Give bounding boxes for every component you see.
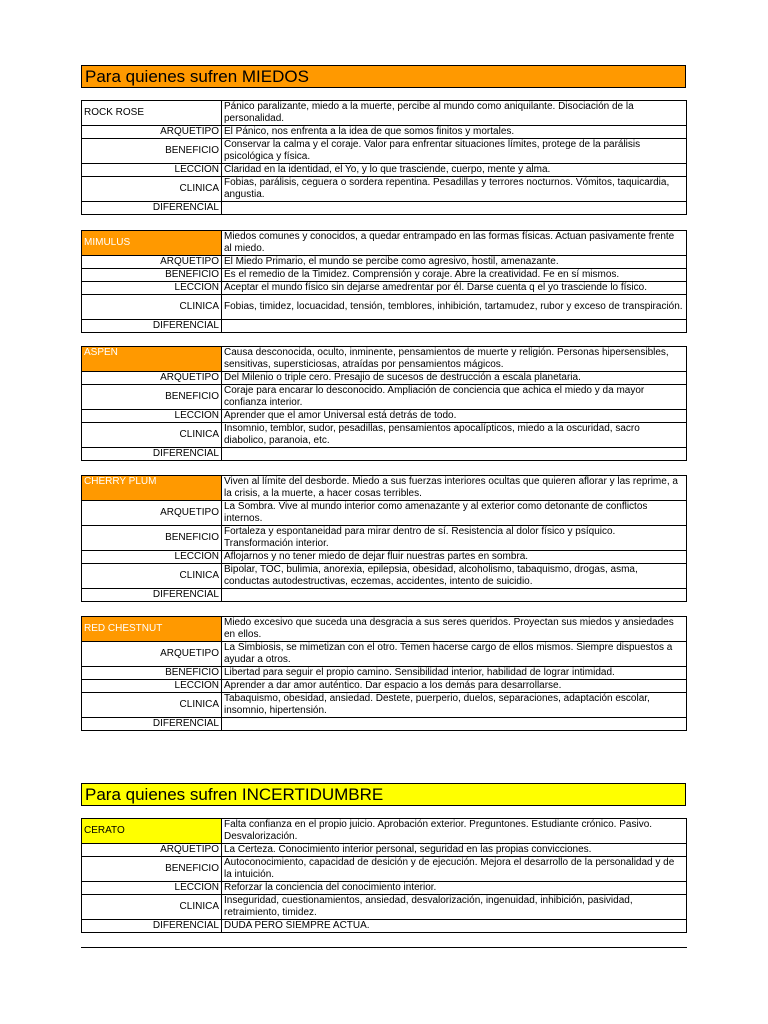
remedy-table-red-chestnut bbox=[81, 616, 687, 731]
label-arquetipo: ARQUETIPO bbox=[82, 844, 222, 857]
value-beneficio: Libertad para seguir el propio camino. Sensibilidad interior, habilidad de lograr intimidad. bbox=[222, 667, 687, 680]
label-clinica: CLINICA bbox=[82, 423, 222, 448]
value-arquetipo: El Pánico, nos enfrenta a la idea de que somos finitos y mortales. bbox=[222, 126, 687, 139]
value-arquetipo: Del Milenio o triple cero. Presajio de sucesos de destrucción a escala planetaria. bbox=[222, 372, 687, 385]
remedy-description: Pánico paralizante, miedo a la muerte, percibe al mundo como aniquilante. Disociación de la personalidad. bbox=[222, 101, 687, 126]
value-leccion: Reforzar la conciencia del conocimiento interior. bbox=[222, 882, 687, 895]
value-diferencial: DUDA PERO SIEMPRE ACTUA. bbox=[222, 920, 687, 933]
label-diferencial: DIFERENCIAL bbox=[82, 202, 222, 215]
value-leccion: Aflojarnos y no tener miedo de dejar fluir nuestras partes en sombra. bbox=[222, 551, 687, 564]
value-arquetipo: La Certeza. Conocimiento interior personal, seguridad en las propias convicciones. bbox=[222, 844, 687, 857]
value-clinica: Insomnio, temblor, sudor, pesadillas, pensamientos apocalípticos, miedo a la oscuridad, sacro diabolico, paranoia, etc. bbox=[222, 423, 687, 448]
label-beneficio: BENEFICIO bbox=[82, 667, 222, 680]
page-divider bbox=[81, 947, 687, 948]
label-beneficio: BENEFICIO bbox=[82, 385, 222, 410]
remedy-description: Causa desconocida, oculto, inminente, pensamientos de muerte y religión. Personas hipersensibles, sensitivas, supersticiosas, atraídas por pensamientos mágicos. bbox=[222, 347, 687, 372]
value-beneficio: Coraje para encarar lo desconocido. Ampliación de conciencia que achica el miedo y da mayor confianza interior. bbox=[222, 385, 687, 410]
label-clinica: CLINICA bbox=[82, 895, 222, 920]
remedy-table-mimulus bbox=[81, 230, 687, 333]
value-diferencial bbox=[222, 320, 687, 333]
value-clinica: Tabaquismo, obesidad, ansiedad. Destete, puerperio, duelos, separaciones, adaptación escolar, insomnio, hipertensión. bbox=[222, 693, 687, 718]
remedy-name: RED CHESTNUT bbox=[82, 617, 222, 642]
remedy-name: MIMULUS bbox=[82, 231, 222, 256]
value-beneficio: Es el remedio de la Timidez. Comprensión y coraje. Abre la creatividad. Fe en sí mismos. bbox=[222, 269, 687, 282]
value-leccion: Aceptar el mundo físico sin dejarse amedrentar por él. Darse cuenta q el yo trasciende lo físico. bbox=[222, 282, 687, 295]
label-arquetipo: ARQUETIPO bbox=[82, 642, 222, 667]
value-clinica: Inseguridad, cuestionamientos, ansiedad, desvalorización, ingenuidad, inhibición, pasividad, retraimiento, timidez. bbox=[222, 895, 687, 920]
remedy-description: Falta confianza en el propio juicio. Aprobación exterior. Preguntones. Estudiante crónico. Pasivo. Desvalorización. bbox=[222, 819, 687, 844]
label-diferencial: DIFERENCIAL bbox=[82, 320, 222, 333]
label-leccion: LECCION bbox=[82, 410, 222, 423]
label-clinica: CLINICA bbox=[82, 295, 222, 320]
remedy-description: Viven al límite del desborde. Miedo a sus fuerzas interiores ocultas que quieren aflorar y las reprime, a la crisis, a la muerte, a hacer cosas terribles. bbox=[222, 476, 687, 501]
remedy-name: CHERRY PLUM bbox=[82, 476, 222, 501]
remedy-name: ROCK ROSE bbox=[82, 101, 222, 126]
remedy-table-cherry-plum bbox=[81, 475, 687, 602]
value-diferencial bbox=[222, 718, 687, 731]
section-title-incertidumbre: Para quienes sufren INCERTIDUMBRE bbox=[81, 783, 686, 806]
label-arquetipo: ARQUETIPO bbox=[82, 501, 222, 526]
value-diferencial bbox=[222, 589, 687, 602]
remedy-table-cerato bbox=[81, 818, 687, 933]
value-arquetipo: El Miedo Primario, el mundo se percibe como agresivo, hostil, amenazante. bbox=[222, 256, 687, 269]
value-diferencial bbox=[222, 448, 687, 461]
remedy-description: Miedos comunes y conocidos, a quedar entrampado en las formas físicas. Actuan pasivamente frente al miedo. bbox=[222, 231, 687, 256]
value-beneficio: Fortaleza y espontaneidad para mirar dentro de sí. Resistencia al dolor físico y psíquico. Transformación interior. bbox=[222, 526, 687, 551]
value-arquetipo: La Sombra. Vive al mundo interior como amenazante y al exterior como detonante de conflictos internos. bbox=[222, 501, 687, 526]
remedy-name: ASPEN bbox=[82, 347, 222, 372]
label-beneficio: BENEFICIO bbox=[82, 526, 222, 551]
value-leccion: Aprender a dar amor auténtico. Dar espacio a los demás para desarrollarse. bbox=[222, 680, 687, 693]
value-beneficio: Conservar la calma y el coraje. Valor para enfrentar situaciones límites, protege de la parálisis psicológica y física. bbox=[222, 139, 687, 164]
label-diferencial: DIFERENCIAL bbox=[82, 448, 222, 461]
remedy-table-aspen bbox=[81, 346, 687, 461]
label-clinica: CLINICA bbox=[82, 693, 222, 718]
label-beneficio: BENEFICIO bbox=[82, 139, 222, 164]
label-leccion: LECCION bbox=[82, 551, 222, 564]
value-diferencial bbox=[222, 202, 687, 215]
label-beneficio: BENEFICIO bbox=[82, 269, 222, 282]
label-clinica: CLINICA bbox=[82, 564, 222, 589]
label-leccion: LECCION bbox=[82, 164, 222, 177]
label-diferencial: DIFERENCIAL bbox=[82, 718, 222, 731]
label-diferencial: DIFERENCIAL bbox=[82, 920, 222, 933]
value-clinica: Fobias, timidez, locuacidad, tensión, temblores, inhibición, tartamudez, rubor y exceso de transpiración. bbox=[222, 295, 687, 320]
label-diferencial: DIFERENCIAL bbox=[82, 589, 222, 602]
value-clinica: Bipolar, TOC, bulimia, anorexia, epilepsia, obesidad, alcoholismo, tabaquismo, drogas, asma, conductas autodestructivas, eczemas, accidentes, intento de suicidio. bbox=[222, 564, 687, 589]
label-arquetipo: ARQUETIPO bbox=[82, 256, 222, 269]
label-arquetipo: ARQUETIPO bbox=[82, 126, 222, 139]
label-beneficio: BENEFICIO bbox=[82, 857, 222, 882]
value-beneficio: Autoconocimiento, capacidad de desición y de ejecución. Mejora el desarrollo de la personalidad y de la intuición. bbox=[222, 857, 687, 882]
value-clinica: Fobias, parálisis, ceguera o sordera repentina. Pesadillas y terrores nocturnos. Vómitos, taquicardia, angustia. bbox=[222, 177, 687, 202]
label-arquetipo: ARQUETIPO bbox=[82, 372, 222, 385]
label-leccion: LECCION bbox=[82, 282, 222, 295]
remedy-description: Miedo excesivo que suceda una desgracia a sus seres queridos. Proyectan sus miedos y ansiedades en ellos. bbox=[222, 617, 687, 642]
remedy-name: CERATO bbox=[82, 819, 222, 844]
label-leccion: LECCION bbox=[82, 882, 222, 895]
value-arquetipo: La Simbiosis, se mimetizan con el otro. Temen hacerse cargo de ellos mismos. Siempre dispuestos a ayudar a otros. bbox=[222, 642, 687, 667]
label-leccion: LECCION bbox=[82, 680, 222, 693]
value-leccion: Aprender que el amor Universal está detrás de todo. bbox=[222, 410, 687, 423]
remedy-table-rock-rose bbox=[81, 100, 687, 215]
value-leccion: Claridad en la identidad, el Yo, y lo que trasciende, cuerpo, mente y alma. bbox=[222, 164, 687, 177]
section-title-miedos: Para quienes sufren MIEDOS bbox=[81, 65, 686, 88]
label-clinica: CLINICA bbox=[82, 177, 222, 202]
